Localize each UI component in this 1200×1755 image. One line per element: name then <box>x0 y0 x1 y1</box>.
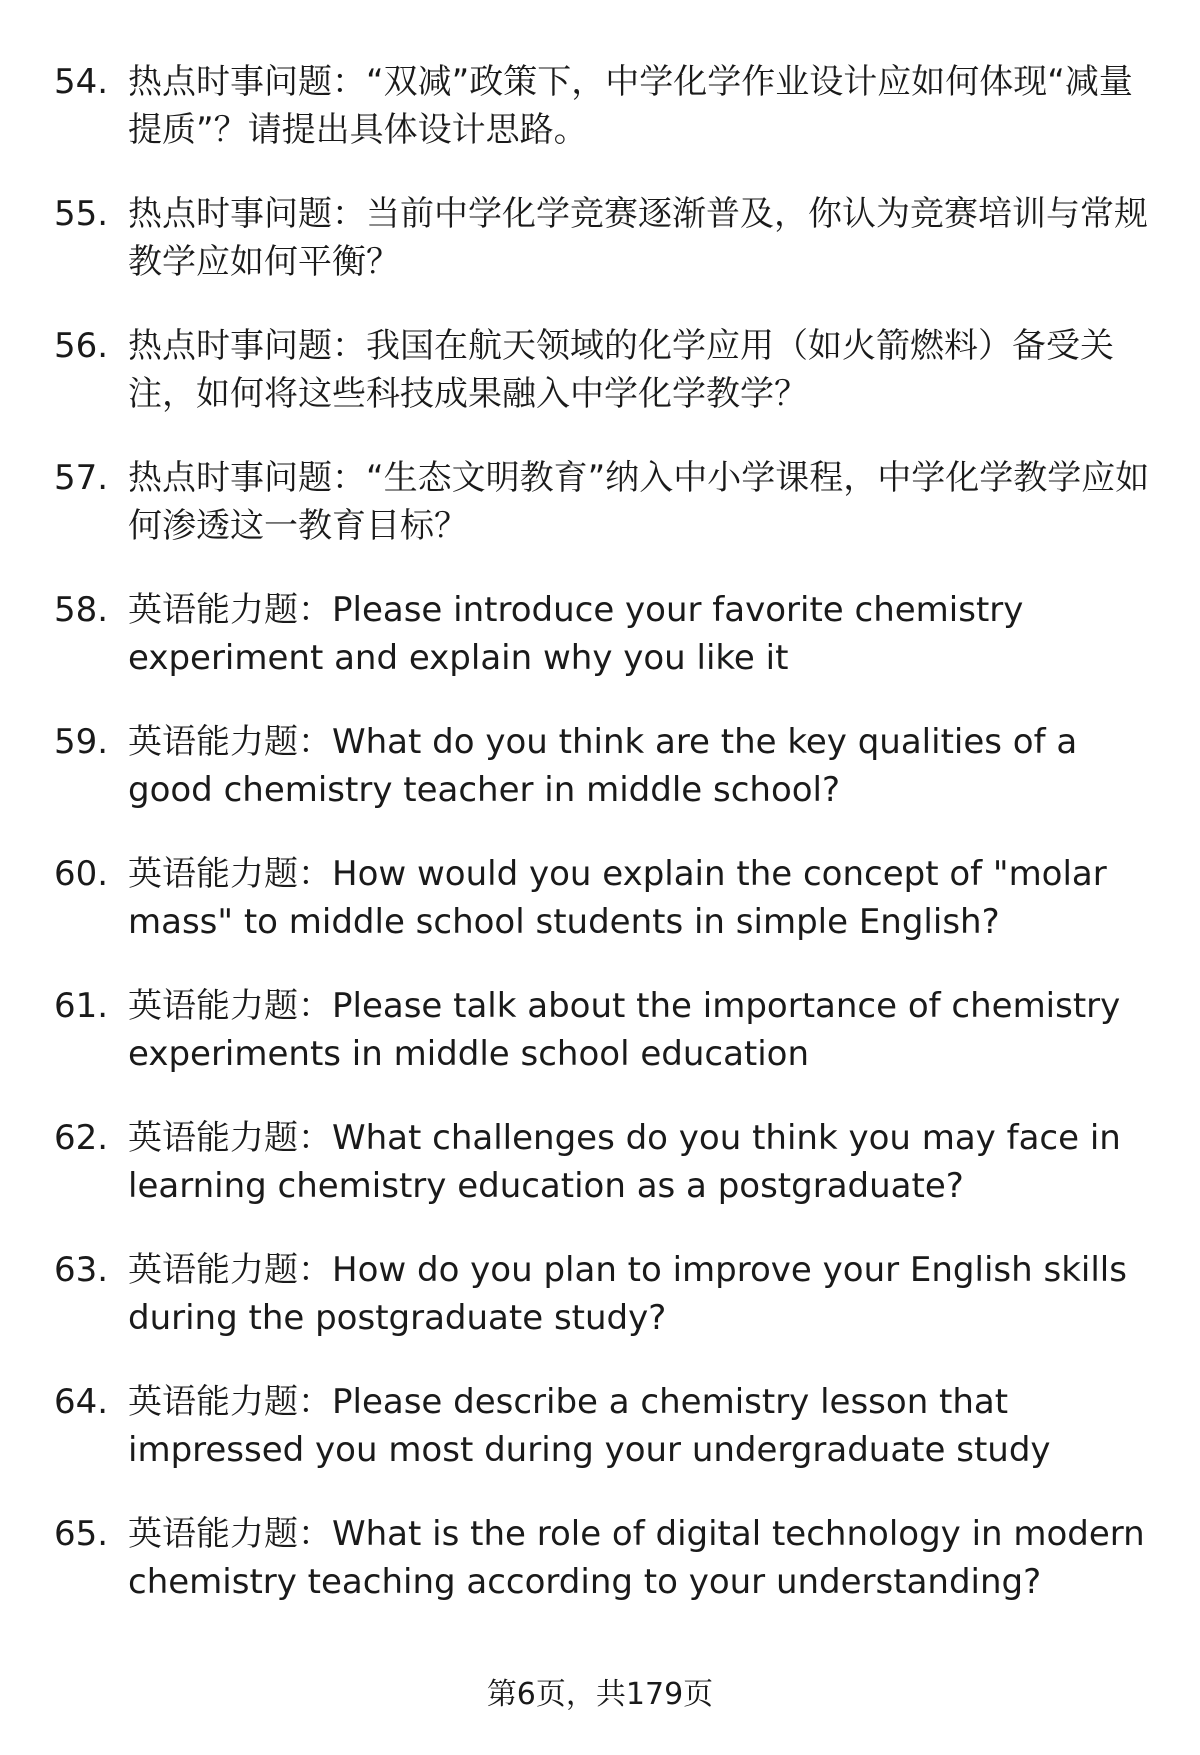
question-item <box>54 586 1164 682</box>
question-number: 57. <box>54 458 109 498</box>
question-text: What challenges do you think you may face in learning chemistry education as a postgraduate? <box>128 1118 1121 1206</box>
question-text: How would you explain the concept of "molar mass" to middle school students in simple English? <box>128 854 1107 942</box>
question-category: 热点时事问题： <box>128 326 366 366</box>
question-text: 当前中学化学竞赛逐渐普及，你认为竞赛培训与常规教学应如何平衡？ <box>128 194 1148 282</box>
question-category: 英语能力题： <box>128 1514 332 1554</box>
question-category: 英语能力题： <box>128 1250 332 1290</box>
question-number: 65. <box>54 1514 109 1554</box>
question-number: 54. <box>54 62 109 102</box>
question-category: 英语能力题： <box>128 590 332 630</box>
question-number: 56. <box>54 326 109 366</box>
question-item <box>54 1246 1164 1342</box>
question-number: 59. <box>54 722 109 762</box>
question-text: Please introduce your favorite chemistry experiment and explain why you like it <box>128 590 1024 678</box>
question-body <box>128 1378 1158 1474</box>
question-item <box>54 982 1164 1078</box>
question-category: 英语能力题： <box>128 1118 332 1158</box>
question-body <box>128 322 1158 418</box>
question-body <box>128 58 1158 154</box>
question-item <box>54 718 1164 814</box>
question-text: How do you plan to improve your English skills during the postgraduate study? <box>128 1250 1127 1338</box>
question-number: 63. <box>54 1250 109 1290</box>
question-number: 58. <box>54 590 109 630</box>
question-list <box>54 58 1164 1642</box>
question-body <box>128 586 1158 682</box>
question-body <box>128 1510 1158 1606</box>
question-body <box>128 190 1158 286</box>
page-footer: 第6页，共179页 <box>486 1677 714 1712</box>
question-category: 英语能力题： <box>128 854 332 894</box>
question-body <box>128 718 1158 814</box>
question-category: 热点时事问题： <box>128 194 366 234</box>
question-body <box>128 850 1158 946</box>
question-category: 热点时事问题： <box>128 458 366 498</box>
question-item <box>54 454 1164 550</box>
question-text: “生态文明教育”纳入中小学课程，中学化学教学应如何渗透这一教育目标？ <box>128 458 1150 546</box>
question-number: 55. <box>54 194 109 234</box>
question-number: 64. <box>54 1382 109 1422</box>
question-item <box>54 850 1164 946</box>
question-number: 60. <box>54 854 109 894</box>
question-number: 62. <box>54 1118 109 1158</box>
question-category: 英语能力题： <box>128 722 332 762</box>
question-item <box>54 1114 1164 1210</box>
question-text: “双减”政策下，中学化学作业设计应如何体现“减量提质”？请提出具体设计思路。 <box>128 62 1133 150</box>
question-body <box>128 982 1158 1078</box>
question-item <box>54 1510 1164 1606</box>
question-category: 热点时事问题： <box>128 62 366 102</box>
question-text: What is the role of digital technology in modern chemistry teaching according to your understanding? <box>128 1514 1145 1602</box>
question-body <box>128 1246 1158 1342</box>
question-body <box>128 454 1158 550</box>
question-category: 英语能力题： <box>128 1382 332 1422</box>
question-text: What do you think are the key qualities of a good chemistry teacher in middle school? <box>128 722 1078 810</box>
question-text: Please talk about the importance of chemistry experiments in middle school education <box>128 986 1121 1074</box>
question-item <box>54 322 1164 418</box>
question-category: 英语能力题： <box>128 986 332 1026</box>
question-item <box>54 1378 1164 1474</box>
question-item <box>54 58 1164 154</box>
question-body <box>128 1114 1158 1210</box>
question-text: Please describe a chemistry lesson that impressed you most during your undergraduate study <box>128 1382 1051 1470</box>
question-text: 我国在航天领域的化学应用（如火箭燃料）备受关注，如何将这些科技成果融入中学化学教学？ <box>128 326 1114 414</box>
question-number: 61. <box>54 986 109 1026</box>
question-item <box>54 190 1164 286</box>
